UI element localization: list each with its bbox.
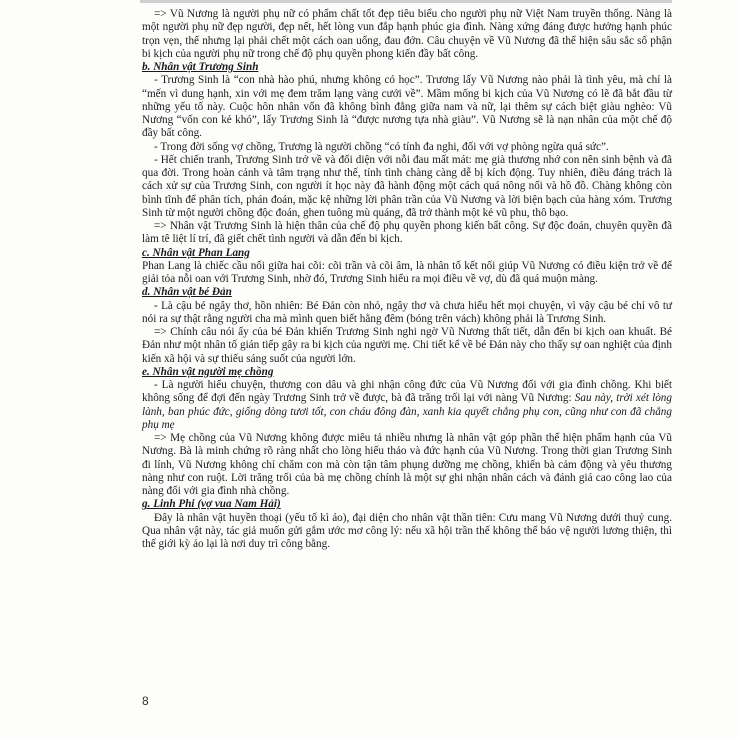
paragraph-linh-phi: Đây là nhân vật huyền thoại (yếu tố kì ảo), đại diện cho nhân vật thần tiên: Cưu mang Vũ Nương dưới thuỷ cung. Qua nhân vật này, tác giả muốn gửi gắm ước mơ công lý: nếu xã hội trần thế không thể bảo vệ người lương thiện, thì thế giới kỳ ảo lại là nơi duy trì công bằng. bbox=[142, 511, 672, 550]
heading-truong-sinh: b. Nhân vật Trương Sinh bbox=[142, 61, 259, 73]
paragraph-be-dan-conclusion: => Chính câu nói ấy của bé Đản khiến Trương Sinh nghi ngờ Vũ Nương thất tiết, dẫn đến bi kịch oan khuất. Bé Đản như một nhân tố gián tiếp gây ra bi kịch của người mẹ. Chi tiết kể về bé Đản này cho thấy sự oan nghiệt của định kiến xã hội và sự thiếu sáng suốt của người lớn. bbox=[142, 326, 672, 365]
paragraph-truong-sinh-return: - Hết chiến tranh, Trương Sinh trở về và đối diện với nỗi đau mất mát: mẹ già thương nhớ con nên sinh bệnh và đã qua đời. Trong hoàn cảnh và tâm trạng như thế, tính tình chàng càng dễ bị kích động. Tuy nhiên, điều đáng trách là cách xử sự của Trương Sinh, con người ít học này đã hành động một cách quá nông nổi và hồ đồ. Chàng không còn bình tĩnh để phân tích, phán đoán, mặc kệ những lời phân trần của Vũ Nương và lời biện bạch của hàng xóm. Trương Sinh từ một người chồng độc đoán, ghen tuông mù quáng, đã trở thành một kẻ vũ phu, thô bạo. bbox=[142, 153, 672, 219]
paragraph-me-chong-text: - Là người hiểu chuyện, thương con dâu và ghi nhận công đức của Vũ Nương đối với gia đình chồng. Khi biết không sống để đợi đến ngày Trương Sinh trở về được, bà đã trăng trối lại với nàng Vũ Nương: bbox=[142, 379, 672, 405]
paragraph-truong-sinh-marriage: - Trong đời sống vợ chồng, Trương là người chồng “có tính đa nghi, đối với vợ phòng ngừa quá sức”. bbox=[154, 140, 609, 153]
paragraph-truong-sinh-conclusion: => Nhân vật Trương Sinh là hiện thân của chế độ phụ quyền phong kiến bất công. Sự độc đoán, chuyên quyền đã làm tê liệt lí trí, đã giết chết tình người và dẫn đến bi kịch. bbox=[142, 220, 672, 246]
page-number: 8 bbox=[142, 694, 149, 708]
heading-linh-phi: g. Linh Phi (vợ vua Nam Hải) bbox=[142, 498, 281, 511]
paragraph-me-chong-words bbox=[142, 379, 672, 432]
heading-me-chong: e. Nhân vật người mẹ chồng bbox=[142, 365, 274, 378]
heading-be-dan: d. Nhân vật bé Đản bbox=[142, 286, 232, 299]
page-body bbox=[142, 8, 672, 551]
top-edge-line bbox=[140, 0, 672, 3]
heading-phan-lang: c. Nhân vật Phan Lang bbox=[142, 246, 250, 259]
paragraph-conclusion-vu-nuong: => Vũ Nương là người phụ nữ có phẩm chất tốt đẹp tiêu biểu cho người phụ nữ Việt Nam truyền thống. Nàng là một người phụ nữ đẹp người, đẹp nết, hết lòng vun đắp hạnh phúc gia đình. Nàng xứng đáng được hưởng hạnh phúc trọn vẹn, thế nhưng lại phải chết một cách oan uổng, đau đớn. Câu chuyện về Vũ Nương đã thể hiện sâu sắc số phận bi kịch của người phụ nữ trong chế độ phụ quyền phong kiến đầy bất công. bbox=[142, 8, 672, 60]
paragraph-phan-lang: Phan Lang là chiếc cầu nối giữa hai cõi: cõi trần và cõi âm, là nhân tố kết nối giúp Vũ Nương có điều kiện trở về để giải tỏa nỗi oan với Trương Sinh, nhờ đó, Trương Sinh hiểu ra mọi điều về vợ, dù đã quá muộn màng. bbox=[142, 259, 672, 285]
paragraph-me-chong-conclusion: => Mẹ chồng của Vũ Nương không được miêu tả nhiều nhưng là nhân vật góp phần thể hiện phẩm hạnh của Vũ Nương. Bà là minh chứng rõ ràng nhất cho lòng hiếu thảo và đức hạnh của Vũ Nương. Trong thời gian Trương Sinh đi lính, Vũ Nương không chỉ chăm con mà còn tận tâm phụng dưỡng mẹ chồng, khiến bà cảm động và yêu thương nàng như con ruột. Lời trăng trối của bà mẹ chồng chính là một sự ghi nhận nhân cách và đánh giá cao công lao của nàng đối với gia đình nhà chồng. bbox=[142, 432, 672, 497]
paragraph-truong-sinh-origin: - Trương Sinh là “con nhà hào phú, nhưng không có học”. Trương lấy Vũ Nương nào phải là tình yêu, mà chỉ là “mến vì dung hạnh, xin với mẹ đem trăm lạng vàng cưới về”. Mầm mống bi kịch của Vũ Nương có lẽ đã bắt đầu từ những yếu tố này. Cuộc hôn nhân vốn đã không bình đẳng giữa nam và nữ, lại thêm sự cách biệt giàu nghèo: Vũ Nương “vốn con kẻ khó”, lấy Trương Sinh là “được nương tựa nhà giàu”. Vũ Nương sẽ là nạn nhân của một chế độ đầy bất công. bbox=[142, 74, 672, 140]
mother-in-law-quote: Sau này, trời xét lòng lành, ban phúc đức, giống dòng tươi tốt, con cháu đông đàn, xanh kia quyết chẳng phụ con, cũng như con đã chẳng phụ mẹ bbox=[142, 392, 672, 431]
paragraph-be-dan-innocent: - Là cậu bé ngây thơ, hồn nhiên: Bé Đản còn nhỏ, ngây thơ và chưa hiểu hết mọi chuyện, vì vậy cậu bé chỉ vô tư nói ra sự thật rằng người cha mà mình quen biết hằng đêm (bóng trên vách) không phải là Trương Sinh. bbox=[142, 299, 672, 325]
